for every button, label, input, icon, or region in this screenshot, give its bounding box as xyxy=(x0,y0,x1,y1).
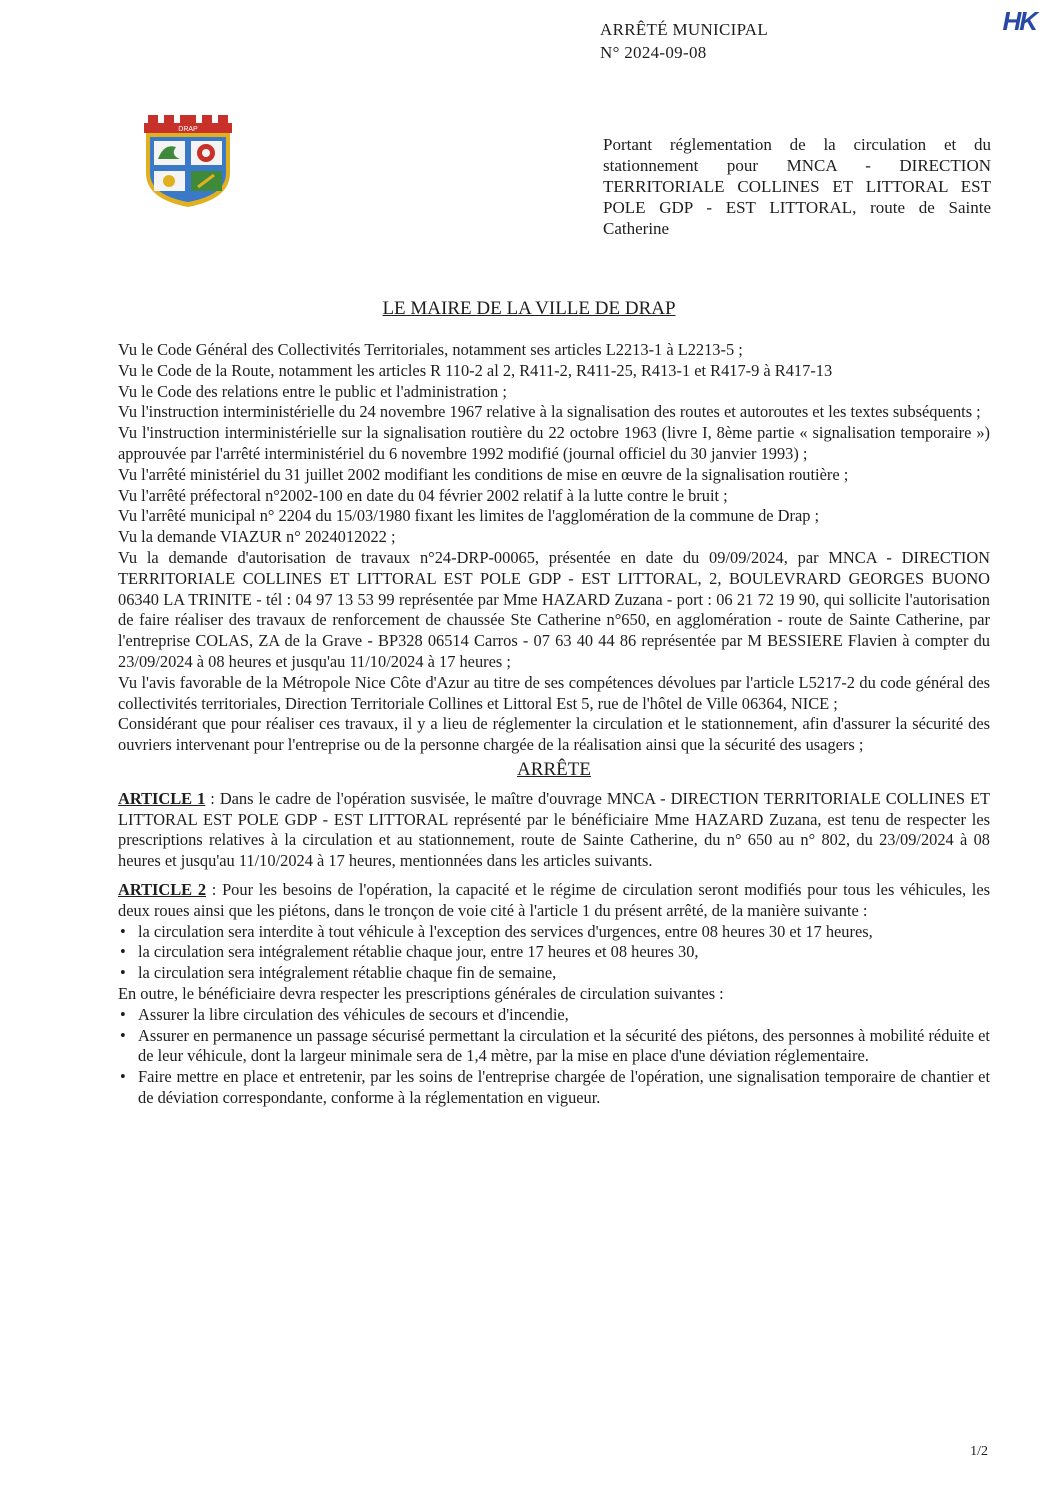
consideration: Vu le Code des relations entre le public et l'administration ; xyxy=(118,381,507,401)
consideration: Vu le Code Général des Collectivités Territoriales, notamment ses articles L2213-1 à L2213-5 ; xyxy=(118,340,743,359)
article-1-label: ARTICLE 1 xyxy=(118,788,206,808)
arrete-heading: ARRÊTE xyxy=(517,758,591,780)
list-item: • Assurer la libre circulation des véhicules de secours et d'incendie, xyxy=(118,1005,990,1026)
consideration: Vu l'arrêté ministériel du 31 juillet 2002 modifiant les conditions de mise en œuvre de la signalisation routière ; xyxy=(118,464,849,484)
consideration: Vu l'arrêté préfectoral n°2002-100 en date du 04 février 2002 relatif à la lutte contre le bruit ; xyxy=(118,485,728,505)
article-2-text: : Pour les besoins de l'opération, la capacité et le régime de circulation seront modifiés pour tous les véhicules, les deux roues ainsi que les piétons, dans le tronçon de voie cité à l'article 1 du présent arrêté, de la manière suivante : xyxy=(118,879,990,920)
page-number: 1/2 xyxy=(970,1444,988,1459)
article-1 xyxy=(118,789,990,872)
list-item: • Faire mettre en place et entretenir, par les soins de l'entreprise chargée de l'opération, une signalisation temporaire de chantier et de déviation correspondante, conforme à la réglementation en vigueur. xyxy=(118,1067,990,1109)
consideration: Vu la demande VIAZUR n° 2024012022 ; xyxy=(118,527,396,547)
article-1-text: : Dans le cadre de l'opération susvisée, le maître d'ouvrage MNCA - DIRECTION TERRITORIALE COLLINES ET LITTORAL EST POLE GDP - EST LITTORAL représenté par le bénéficiaire Mme HAZARD Zuzana, est tenu de respecter les prescriptions relatives à la circulation et au stationnement, route de Sainte Catherine, du n° 650 au n° 802, du 23/09/2024 à 08 heures et jusqu'au 11/10/2024 à 17 heures, mentionnées dans les articles suivants. xyxy=(118,788,990,871)
consideration: Vu l'avis favorable de la Métropole Nice Côte d'Azur au titre de ses compétences dévolues par l'article L5217-2 du code général des collectivités territoriales, Direction Territoriale Collines et Littoral Est 5, rue de l'hôtel de Ville 06364, NICE ; xyxy=(118,672,990,713)
article-2 xyxy=(118,880,990,922)
crest-label: DRAP xyxy=(178,126,198,133)
town-crest-icon xyxy=(140,115,236,207)
list-item: • la circulation sera interdite à tout véhicule à l'exception des services d'urgences, entre 08 heures 30 et 17 heures, xyxy=(118,922,990,943)
decree-subject: Portant réglementation de la circulation et du stationnement pour MNCA - DIRECTION TERRITORIALE COLLINES ET LITTORAL EST POLE GDP - EST LITTORAL, route de Sainte Catherine xyxy=(603,135,991,238)
consideration: Vu l'instruction interministérielle sur la signalisation routière du 22 octobre 1963 (livre I, 8ème partie « signalisation temporaire ») approuvée par l'arrêté interministériel du 6 novembre 1992 modifié (journal officiel du 30 janvier 1993) ; xyxy=(118,423,990,463)
decree-body xyxy=(118,340,990,1109)
consideration: Vu l'instruction interministérielle du 24 novembre 1967 relative à la signalisation des routes et autoroutes et les textes subséquents ; xyxy=(118,402,981,422)
article-2-label: ARTICLE 2 xyxy=(118,879,207,899)
list-item: • la circulation sera intégralement rétablie chaque fin de semaine, xyxy=(118,963,990,984)
decree-title: ARRÊTÉ MUNICIPAL xyxy=(600,20,769,39)
consideration: Vu l'arrêté municipal n° 2204 du 15/03/1980 fixant les limites de l'agglomération de la commune de Drap ; xyxy=(118,506,820,526)
list-item: • la circulation sera intégralement rétablie chaque jour, entre 17 heures et 08 heures 30, xyxy=(118,942,990,963)
decree-header xyxy=(600,18,768,64)
consideration: Vu la demande d'autorisation de travaux n°24-DRP-00065, présentée en date du 09/09/2024, par MNCA - DIRECTION TERRITORIALE COLLINES ET LITTORAL EST POLE GDP - EST LITTORAL, 2, BOULEVRARD GEORGES BUONO 06340 LA TRINITE - tél : 04 97 13 53 99 représentée par Mme HAZARD Zuzana - port : 06 21 72 19 90, qui sollicite l'autorisation de faire réaliser des travaux de renforcement de chaussée Ste Catherine n°650, en agglomération - route de Sainte Catherine, par l'entreprise COLAS, ZA de la Grave - BP328 06514 Carros - 07 63 40 44 86 représentée par M BESSIERE Flavien à compter du 23/09/2024 à 08 heures et jusqu'au 11/10/2024 à 17 heures ; xyxy=(118,547,990,671)
consideration: Considérant que pour réaliser ces travaux, il y a lieu de réglementer la circulation et le stationnement, afin d'assurer la sécurité des ouvriers intervenant pour l'entreprise ou de la personne chargée de la réalisation ainsi que la sécurité des usagers ; xyxy=(118,714,990,755)
handwritten-initials: HK xyxy=(1002,6,1036,36)
consideration: Vu le Code de la Route, notamment les articles R 110-2 al 2, R411-2, R411-25, R413-1 et R417-9 à R417-13 xyxy=(118,360,833,380)
general-prescriptions-intro: En outre, le bénéficiaire devra respecter les prescriptions générales de circulation suivantes : xyxy=(118,983,724,1003)
general-prescriptions-list xyxy=(118,1005,990,1109)
decree-number: N° 2024-09-08 xyxy=(600,43,707,62)
article-2-bullets xyxy=(118,922,990,984)
list-item: • Assurer en permanence un passage sécurisé permettant la circulation et la sécurité des piétons, des personnes à mobilité réduite et de leur véhicule, dont la largeur minimale sera de 1,4 mètre, par la mise en place d'une déviation réglementaire. xyxy=(118,1026,990,1068)
mayor-heading: LE MAIRE DE LA VILLE DE DRAP xyxy=(382,298,676,319)
